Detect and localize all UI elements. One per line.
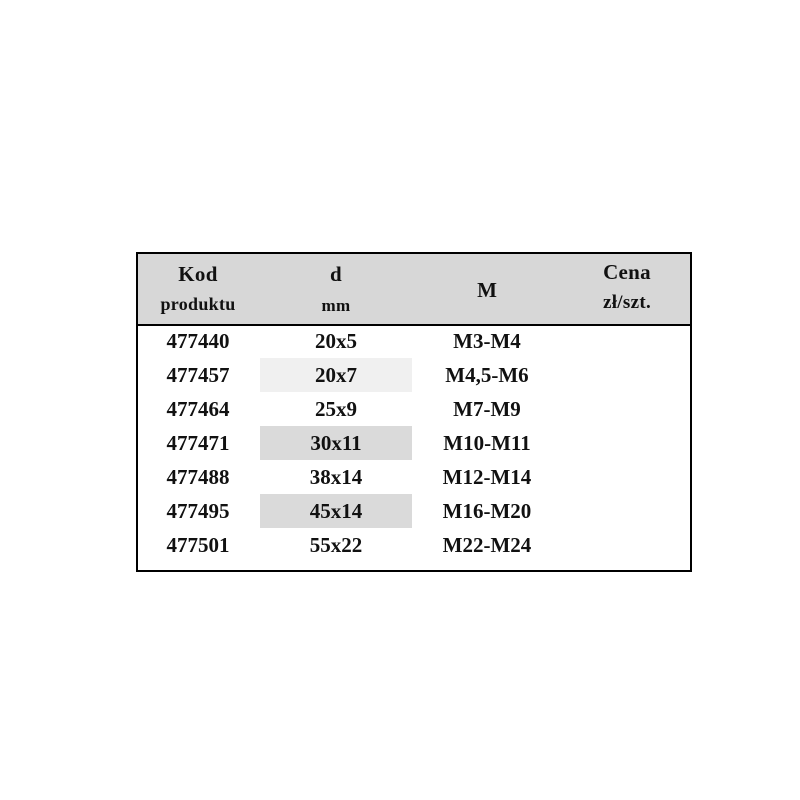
cell-kod: 477501 (136, 528, 260, 562)
cell-m: M4,5-M6 (412, 358, 562, 392)
column-header-cena-line1: Cena (603, 260, 651, 284)
product-price-table (136, 252, 692, 562)
cell-cena (562, 358, 692, 392)
cell-m: M7-M9 (412, 392, 562, 426)
cell-cena (562, 460, 692, 494)
cell-kod: 477488 (136, 460, 260, 494)
column-header-d-line1: d (330, 262, 342, 286)
cell-kod: 477464 (136, 392, 260, 426)
table-row (136, 358, 692, 392)
table-row (136, 528, 692, 562)
column-header-cena (562, 252, 692, 324)
cell-kod: 477495 (136, 494, 260, 528)
cell-kod: 477471 (136, 426, 260, 460)
column-header-m-line1: M (477, 278, 497, 302)
column-header-kod-line1: Kod (178, 262, 218, 286)
cell-m: M22-M24 (412, 528, 562, 562)
cell-d: 20x7 (260, 358, 412, 392)
table-header-row (136, 252, 692, 324)
column-header-kod (136, 252, 260, 324)
cell-m: M3-M4 (412, 324, 562, 358)
cell-d: 20x5 (260, 324, 412, 358)
cell-m: M10-M11 (412, 426, 562, 460)
column-header-cena-line2: zł/szt. (603, 292, 651, 313)
column-header-d-line2: mm (321, 296, 351, 315)
cell-d: 30x11 (260, 426, 412, 460)
cell-d: 25x9 (260, 392, 412, 426)
table-row (136, 460, 692, 494)
cell-kod: 477457 (136, 358, 260, 392)
cell-kod: 477440 (136, 324, 260, 358)
column-header-d (260, 252, 412, 324)
cell-d: 45x14 (260, 494, 412, 528)
table-row (136, 392, 692, 426)
table-header (136, 252, 692, 324)
table-row (136, 426, 692, 460)
cell-m: M12-M14 (412, 460, 562, 494)
cell-d: 38x14 (260, 460, 412, 494)
cell-cena (562, 426, 692, 460)
column-header-m (412, 252, 562, 324)
table-row (136, 324, 692, 358)
cell-d: 55x22 (260, 528, 412, 562)
table-body (136, 324, 692, 562)
cell-cena (562, 528, 692, 562)
product-price-table-wrapper (136, 252, 692, 562)
cell-m: M16-M20 (412, 494, 562, 528)
cell-cena (562, 324, 692, 358)
cell-cena (562, 494, 692, 528)
table-row (136, 494, 692, 528)
column-header-kod-line2: produktu (160, 294, 236, 314)
cell-cena (562, 392, 692, 426)
